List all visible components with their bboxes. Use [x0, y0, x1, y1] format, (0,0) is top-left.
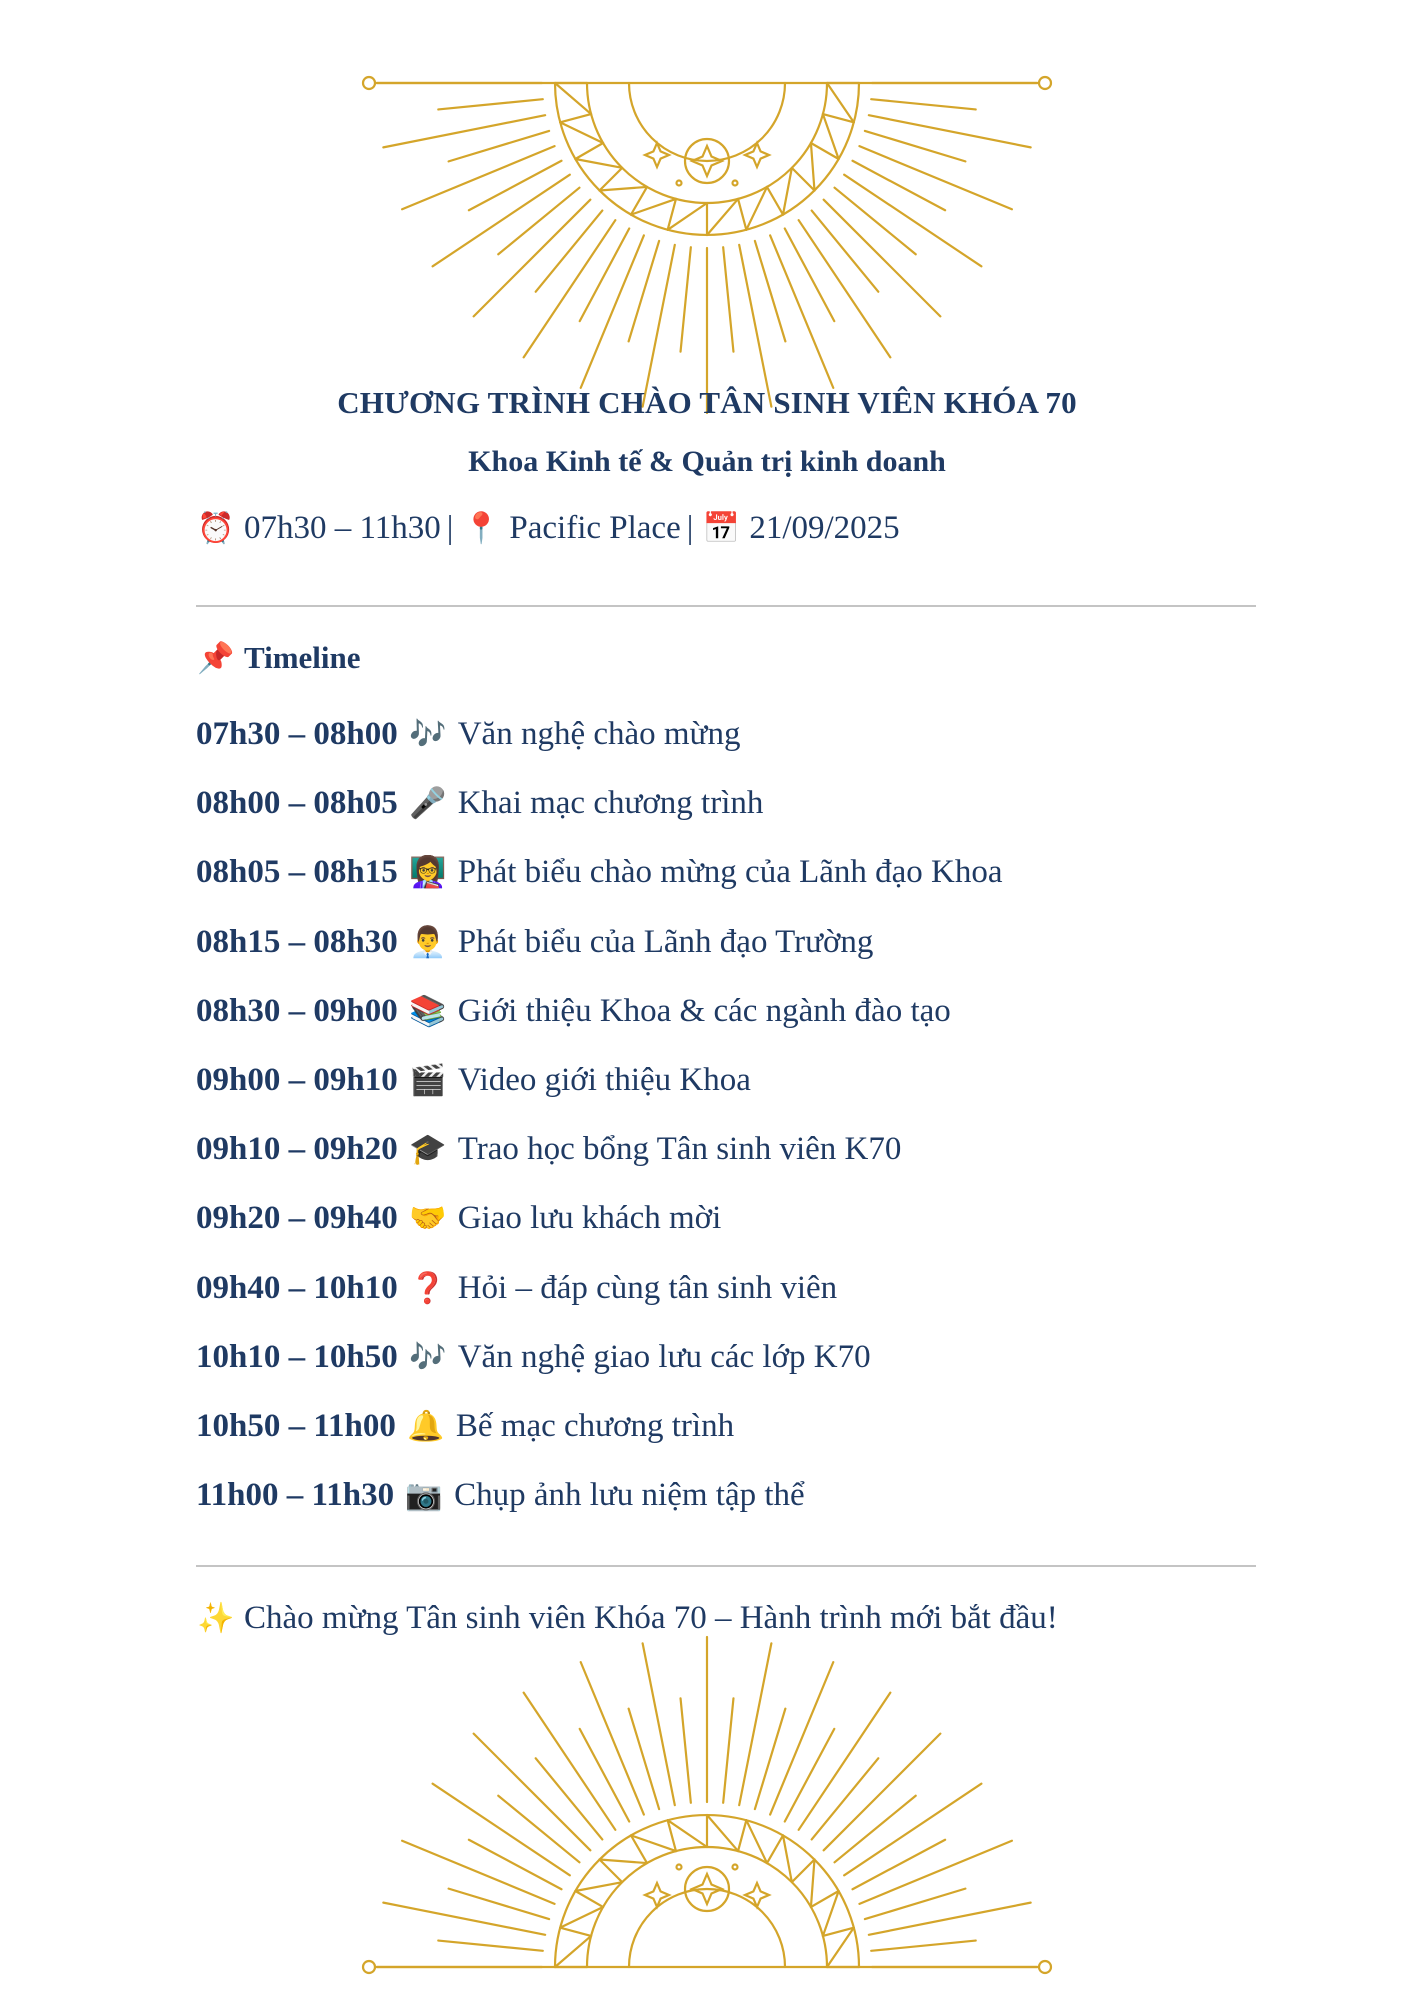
page-title: CHƯƠNG TRÌNH CHÀO TÂN SINH VIÊN KHÓA 70 [337, 385, 1077, 420]
handshake-icon: 🤝 [409, 1201, 447, 1237]
timeline-label: Khai mạc chương trình [457, 785, 764, 822]
teacher-icon: 👩‍🏫 [409, 855, 447, 891]
timeline-label: Bế mạc chương trình [455, 1407, 735, 1444]
timeline-time: 09h20 – 09h40 [196, 1200, 398, 1237]
timeline-item [196, 1046, 1256, 1115]
timeline-label: Chụp ảnh lưu niệm tập thể [454, 1477, 805, 1514]
pushpin-icon: 📌 [197, 640, 235, 676]
timeline-item [196, 1184, 1256, 1253]
timeline-item [196, 769, 1256, 838]
timeline-label: Văn nghệ chào mừng [457, 716, 741, 753]
timeline-time: 08h30 – 09h00 [196, 992, 398, 1029]
timeline-time: 07h30 – 08h00 [196, 716, 398, 753]
closing-text: Chào mừng Tân sinh viên Khóa 70 – Hành trình mới bắt đầu! [244, 1600, 1058, 1636]
timeline-time: 09h00 – 09h10 [196, 1062, 398, 1099]
event-location: Pacific Place [509, 510, 681, 546]
timeline-list [196, 700, 1256, 1530]
timeline-item [196, 700, 1256, 769]
timeline-item [196, 1392, 1256, 1461]
timeline-time: 08h15 – 08h30 [196, 923, 398, 960]
camera-icon: 📷 [405, 1478, 443, 1514]
calendar-icon: 📅 [702, 511, 741, 546]
timeline-time: 10h50 – 11h00 [196, 1407, 396, 1444]
timeline-label: Giao lưu khách mời [457, 1200, 722, 1237]
timeline-label: Phát biểu của Lãnh đạo Trường [457, 923, 874, 960]
bell-icon: 🔔 [407, 1408, 445, 1444]
event-date: 21/09/2025 [749, 510, 900, 546]
timeline-item [196, 908, 1256, 977]
sparkles-icon: ✨ [197, 1601, 235, 1636]
music-notes-icon: 🎶 [409, 717, 447, 753]
microphone-icon: 🎤 [409, 786, 447, 822]
timeline-heading-label: Timeline [244, 640, 361, 675]
sunburst-ornament-top [0, 50, 1414, 430]
timeline-time: 11h00 – 11h30 [196, 1477, 395, 1514]
divider-bottom [196, 1565, 1256, 1567]
event-time: 07h30 – 11h30 [244, 510, 441, 546]
office-worker-icon: 👨‍💼 [409, 924, 447, 960]
timeline-label: Hỏi – đáp cùng tân sinh viên [457, 1269, 838, 1306]
question-mark-icon: ❓ [409, 1270, 447, 1306]
timeline-item [196, 1254, 1256, 1323]
timeline-time: 08h05 – 08h15 [196, 854, 398, 891]
graduation-cap-icon: 🎓 [409, 1132, 447, 1168]
timeline-item [196, 977, 1256, 1046]
timeline-label: Video giới thiệu Khoa [457, 1062, 751, 1099]
timeline-time: 09h10 – 09h20 [196, 1131, 398, 1168]
timeline-item [196, 1461, 1256, 1530]
timeline-label: Phát biểu chào mừng của Lãnh đạo Khoa [457, 854, 1003, 891]
timeline-time: 09h40 – 10h10 [196, 1269, 398, 1306]
timeline-label: Giới thiệu Khoa & các ngành đào tạo [457, 992, 951, 1029]
timeline-item [196, 838, 1256, 907]
music-notes-icon: 🎶 [409, 1339, 447, 1375]
timeline-time: 10h10 – 10h50 [196, 1338, 398, 1375]
page-subtitle: Khoa Kinh tế & Quản trị kinh doanh [468, 445, 946, 478]
timeline-item [196, 1323, 1256, 1392]
clapper-board-icon: 🎬 [409, 1063, 447, 1099]
timeline-label: Trao học bổng Tân sinh viên K70 [457, 1131, 902, 1168]
event-info [196, 510, 1256, 547]
timeline-time: 08h00 – 08h05 [196, 785, 398, 822]
timeline-label: Văn nghệ giao lưu các lớp K70 [457, 1338, 871, 1375]
timeline-item [196, 1115, 1256, 1184]
sunburst-ornament-bottom [0, 1620, 1414, 2000]
location-pin-icon: 📍 [462, 511, 501, 546]
books-icon: 📚 [409, 993, 447, 1029]
separator: | [686, 510, 694, 546]
separator: | [446, 510, 454, 546]
timeline-heading [196, 640, 1256, 676]
divider-top [196, 605, 1256, 607]
alarm-clock-icon: ⏰ [197, 511, 235, 546]
